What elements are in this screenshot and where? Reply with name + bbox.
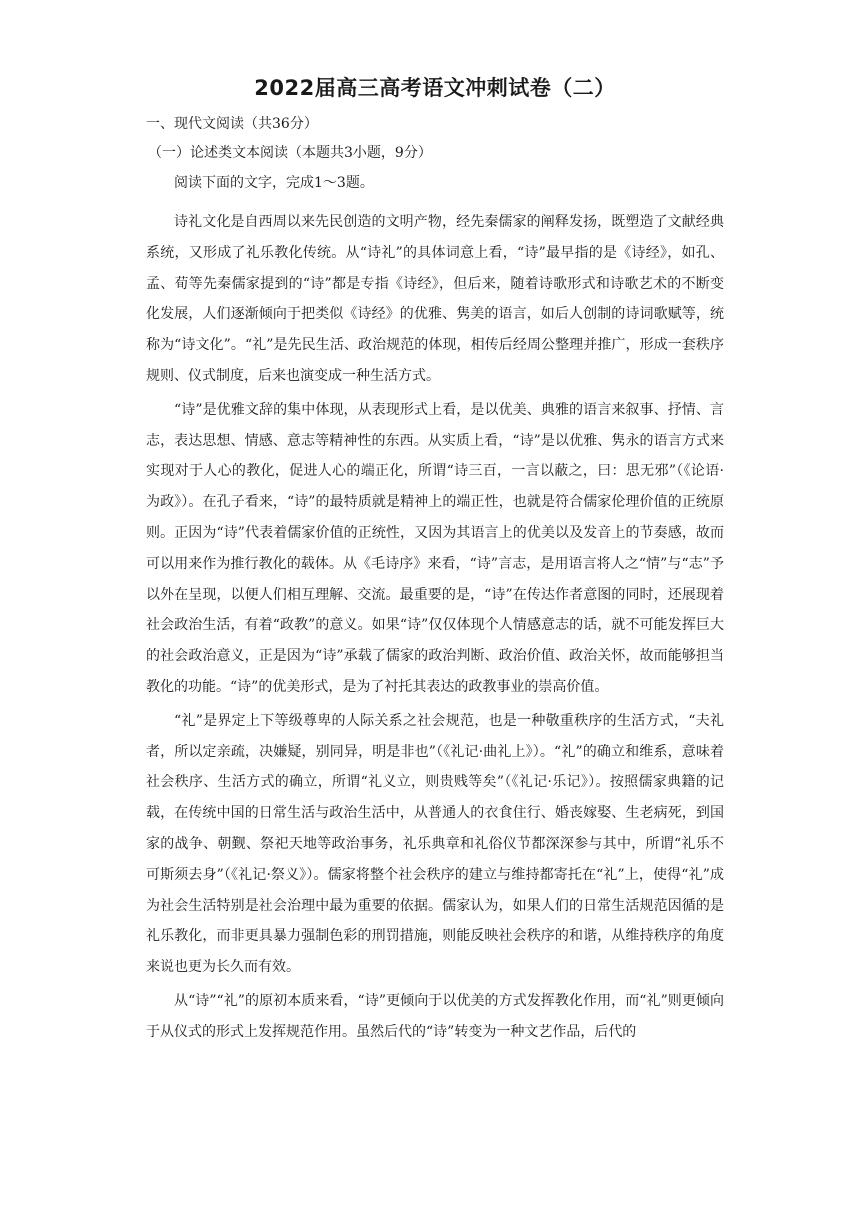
paragraph-3: “礼”是界定上下等级尊卑的人际关系之社会规范，也是一种敬重秩序的生活方式，“夫礼者，所以定亲疏，决嫌疑，别同异，明是非也”（《礼记·曲礼上》）。“礼”的确立和维系，意味着社会秩序、生活方式的确立，所谓“礼义立，则贵贱等矣”（《礼记·乐记》）。按照儒家典籍的记载，在传统中国的日常生活与政治生活中，从普通人的衣食住行、婚丧嫁娶、生老病死，到国家的战争、朝觐、祭祀天地等政治事务，礼乐典章和礼俗仪节都深深参与其中，所谓“礼乐不可斯须去身”（《礼记·祭义》）。儒家将整个社会秩序的建立与维持都寄托在“礼”上，使得“礼”成为社会生活特别是社会治理中最为重要的依据。儒家认为，如果人们的日常生活规范因循的是礼乐教化，而非更具暴力强制色彩的刑罚措施，则能反映社会秩序的和谐，从维持秩序的角度来说也更为长久而有效。 (146, 712, 724, 976)
subsection-heading: （一）论述类文本阅读（本题共3小题，9分） (148, 145, 432, 161)
paragraph-4: 从“诗”“礼”的原初本质来看，“诗”更倾向于以优美的方式发挥教化作用，而“礼”则更倾向于从仪式的形式上发挥规范作用。虽然后代的“诗”转变为一种文艺作品，后代的 (146, 992, 724, 1040)
paragraph-2: “诗”是优雅文辞的集中体现，从表现形式上看，是以优美、典雅的语言来叙事、抒情、言志，表达思想、情感、意志等精神性的东西。从实质上看，“诗”是以优雅、隽永的语言方式来实现对于人心的教化，促进人心的端正化，所谓“诗三百，一言以蔽之，曰：思无邪”（《论语·为政》）。在孔子看来，“诗”的最特质就是精神上的端正性，也就是符合儒家伦理价值的正统原则。正因为“诗”代表着儒家价值的正统性，又因为其语言上的优美以及发音上的节奏感，故而可以用来作为推行教化的载体。从《毛诗序》来看，“诗”言志，是用语言将人之“情”与“志”予以外在呈现，以便人们相互理解、交流。最重要的是，“诗”在传达作者意图的同时，还展现着社会政治生活，有着“政教”的意义。如果“诗”仅仅体现个人情感意志的话，就不可能发挥巨大的社会政治意义，正是因为“诗”承载了儒家的政治判断、政治价值、政治关怀，故而能够担当教化的功能。“诗”的优美形式，是为了衬托其表达的政教事业的崇高价值。 (146, 401, 724, 695)
paragraph-1: 诗礼文化是自西周以来先民创造的文明产物，经先秦儒家的阐释发扬，既塑造了文献经典系统，又形成了礼乐教化传统。从“诗礼”的具体词意上看，“诗”最早指的是《诗经》，如孔、孟、荀等先秦儒家提到的“诗”都是专指《诗经》，但后来，随着诗歌形式和诗歌艺术的不断变化发展，人们逐渐倾向于把类似《诗经》的优雅、隽美的语言，如后人创制的诗词歌赋等，统称为“诗文化”。“礼”是先民生活、政治规范的体现，相传后经周公整理并推广，形成一套秩序规则、仪式制度，后来也演变成一种生活方式。 (146, 214, 724, 384)
section-heading: 一、现代文阅读（共36分） (146, 116, 318, 132)
exam-title: 2022届高三高考语文冲刺试卷（二） (254, 76, 616, 100)
reading-instruction: 阅读下面的文字，完成1～3题。 (174, 175, 374, 191)
